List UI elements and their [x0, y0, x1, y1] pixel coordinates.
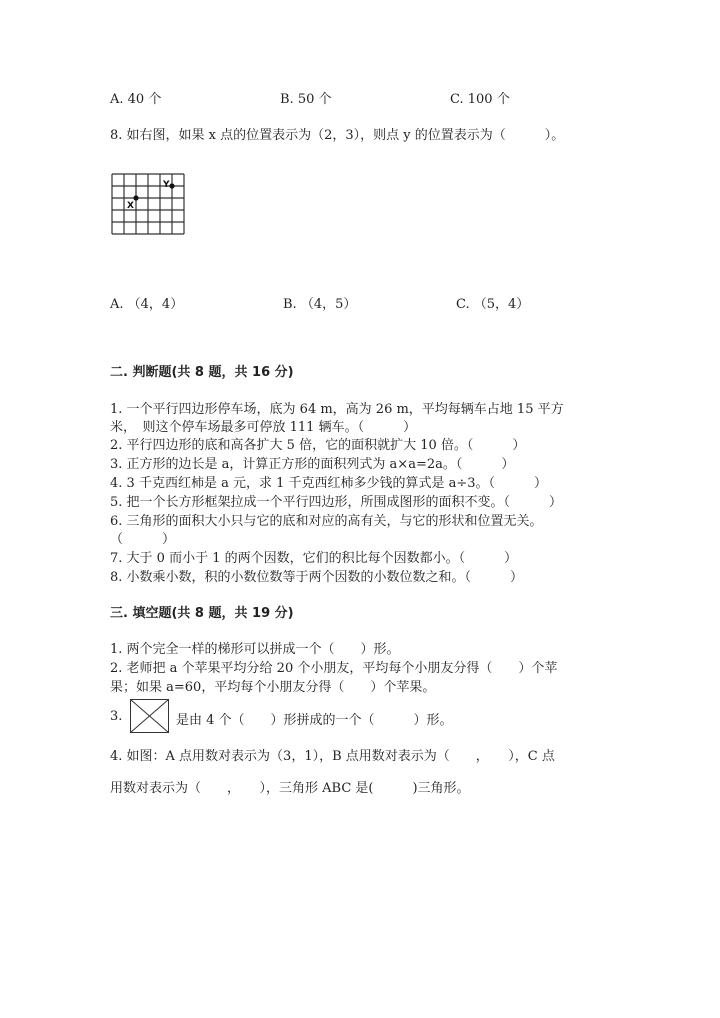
s2-line: 米， 则这个停车场最多可停放 111 辆车。（ ） — [110, 420, 417, 435]
s3-q2-line1: 2. 老师把 a 个苹果平均分给 20 个小朋友，平均每个小朋友分得（ ）个苹 — [110, 661, 558, 676]
q8-option-b: B. （4，5） — [283, 297, 357, 312]
s3-q2-line2: 果；如果 a=60，平均每个小朋友分得（ ）个苹果。 — [110, 680, 436, 695]
square-with-diagonals-figure — [130, 699, 170, 733]
point-y-label: Y — [163, 180, 170, 190]
s2-line: 1. 一个平行四边形停车场，底为 64 m，高为 26 m，平均每辆车占地 15 平方 — [110, 402, 564, 417]
s3-q4-line1: 4. 如图：A 点用数对表示为（3，1），B 点用数对表示为（ ， ），C 点 — [110, 749, 555, 764]
s3-q1: 1. 两个完全一样的梯形可以拼成一个（ ）形。 — [110, 642, 400, 657]
q7-option-a: A. 40 个 — [110, 92, 162, 107]
q8-stem: 8. 如右图，如果 x 点的位置表示为（2，3），则点 y 的位置表示为（ ）。 — [110, 128, 565, 143]
grid-lines — [112, 174, 184, 234]
point-x-marker — [133, 195, 138, 200]
s2-line: 3. 正方形的边长是 a，计算正方形的面积列式为 a×a=2a。（ ） — [110, 457, 515, 472]
s2-line: 8. 小数乘小数，积的小数位数等于两个因数的小数位数之和。（ ） — [110, 570, 524, 585]
s2-line: （ ） — [110, 532, 176, 547]
q8-coordinate-grid — [112, 174, 192, 244]
s2-line: 4. 3 千克西红柿是 a 元，求 1 千克西红柿多少钱的算式是 a÷3。（ ） — [110, 476, 548, 491]
section2-title: 二. 判断题(共 8 题，共 16 分) — [110, 365, 294, 380]
s3-q4-line2: 用数对表示为（ ， ），三角形 ABC 是( )三角形。 — [110, 781, 470, 796]
point-y-marker — [169, 183, 174, 188]
q7-option-c: C. 100 个 — [450, 92, 510, 107]
q8-option-a: A. （4，4） — [110, 297, 184, 312]
s2-line: 2. 平行四边形的底和高各扩大 5 倍，它的面积就扩大 10 倍。（ ） — [110, 438, 526, 453]
s3-q3-text: 是由 4 个（ ）形拼成的一个（ ）形。 — [176, 713, 453, 728]
q8-option-c: C. （5，4） — [456, 297, 530, 312]
section3-title: 三. 填空题(共 8 题，共 19 分) — [110, 606, 294, 621]
s3-q3-number: 3. — [110, 709, 123, 724]
s2-line: 7. 大于 0 而小于 1 的两个因数，它们的积比每个因数都小。（ ） — [110, 551, 518, 566]
point-x-label: X — [127, 201, 134, 211]
s2-line: 6. 三角形的面积大小只与它的底和对应的高有关，与它的形状和位置无关。 — [110, 514, 543, 529]
s2-line: 5. 把一个长方形框架拉成一个平行四边形，所围成图形的面积不变。（ ） — [110, 495, 563, 510]
q7-option-b: B. 50 个 — [280, 92, 332, 107]
